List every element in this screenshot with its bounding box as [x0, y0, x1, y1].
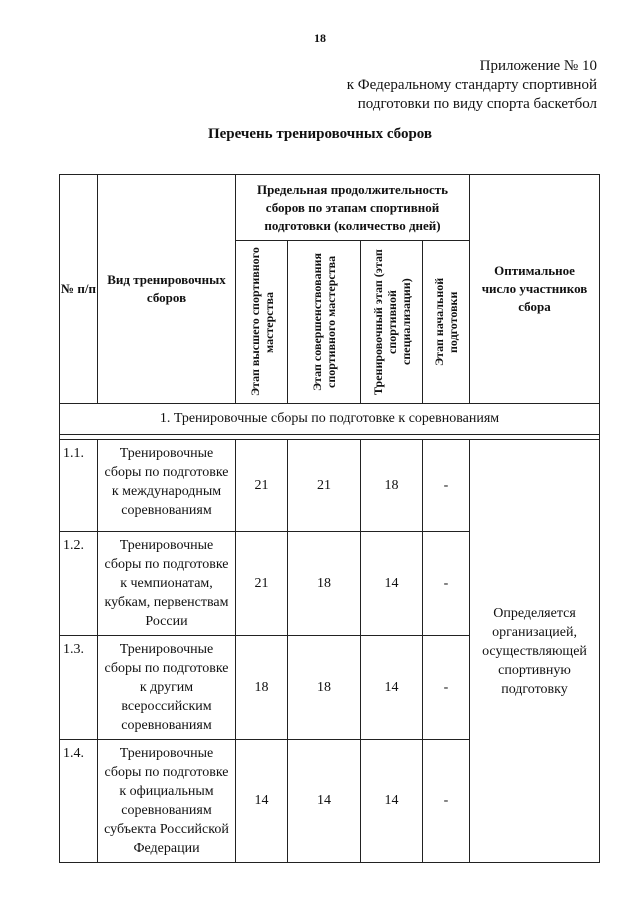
- row-value: 21: [236, 532, 288, 636]
- header-num: № п/п: [60, 175, 98, 404]
- row-value: 18: [288, 636, 361, 740]
- row-value: 14: [236, 740, 288, 863]
- row-name: Тренировочные сборы по подготовке к другим всероссийским соревнованиям: [98, 636, 236, 740]
- appendix-caption: [347, 57, 597, 114]
- row-value: 14: [361, 740, 423, 863]
- row-value: 18: [288, 532, 361, 636]
- row-value: 21: [236, 440, 288, 532]
- participants-note: Определяется организацией, осуществляющей спортивную подготовку: [470, 440, 600, 863]
- row-value: 18: [236, 636, 288, 740]
- row-value: 14: [288, 740, 361, 863]
- row-num: 1.3.: [60, 636, 98, 740]
- row-value: 18: [361, 440, 423, 532]
- row-name: Тренировочные сборы по подготовке к чемпионатам, кубкам, первенствам России: [98, 532, 236, 636]
- header-duration: Предельная продолжительность сборов по этапам спортивной подготовки (количество дней): [236, 175, 470, 241]
- row-num: 1.1.: [60, 440, 98, 532]
- row-name: Тренировочные сборы по подготовке к официальным соревнованиям субъекта Российской Федерации: [98, 740, 236, 863]
- row-value: -: [423, 440, 470, 532]
- appendix-line-2: к Федеральному стандарту спортивной: [346, 77, 597, 93]
- section-heading: 1. Тренировочные сборы по подготовке к соревнованиям: [60, 404, 600, 435]
- row-value: -: [423, 740, 470, 863]
- page-number: 18: [314, 31, 326, 45]
- row-value: 14: [361, 532, 423, 636]
- appendix-line-1: Приложение № 10: [479, 58, 597, 74]
- row-value: -: [423, 532, 470, 636]
- training-camps-table: [59, 174, 600, 863]
- row-num: 1.2.: [60, 532, 98, 636]
- appendix-line-3: подготовки по виду спорта баскетбол: [357, 96, 597, 112]
- header-stage-higher-mastery: Этап высшего спортивного мастерства: [236, 241, 288, 404]
- header-camp-type: Вид тренировочных сборов: [98, 175, 236, 404]
- document-title: Перечень тренировочных сборов: [207, 126, 433, 142]
- row-value: -: [423, 636, 470, 740]
- row-value: 21: [288, 440, 361, 532]
- header-stage-initial: Этап начальной подготовки: [423, 241, 470, 404]
- header-stage-training: Тренировочный этап (этап спортивной специализации): [361, 241, 423, 404]
- row-value: 14: [361, 636, 423, 740]
- header-stage-improvement: Этап совершенствования спортивного мастерства: [288, 241, 361, 404]
- table-row: [60, 440, 600, 532]
- row-name: Тренировочные сборы по подготовке к международным соревнованиям: [98, 440, 236, 532]
- row-num: 1.4.: [60, 740, 98, 863]
- header-participants: Оптимальное число участников сбора: [470, 175, 600, 404]
